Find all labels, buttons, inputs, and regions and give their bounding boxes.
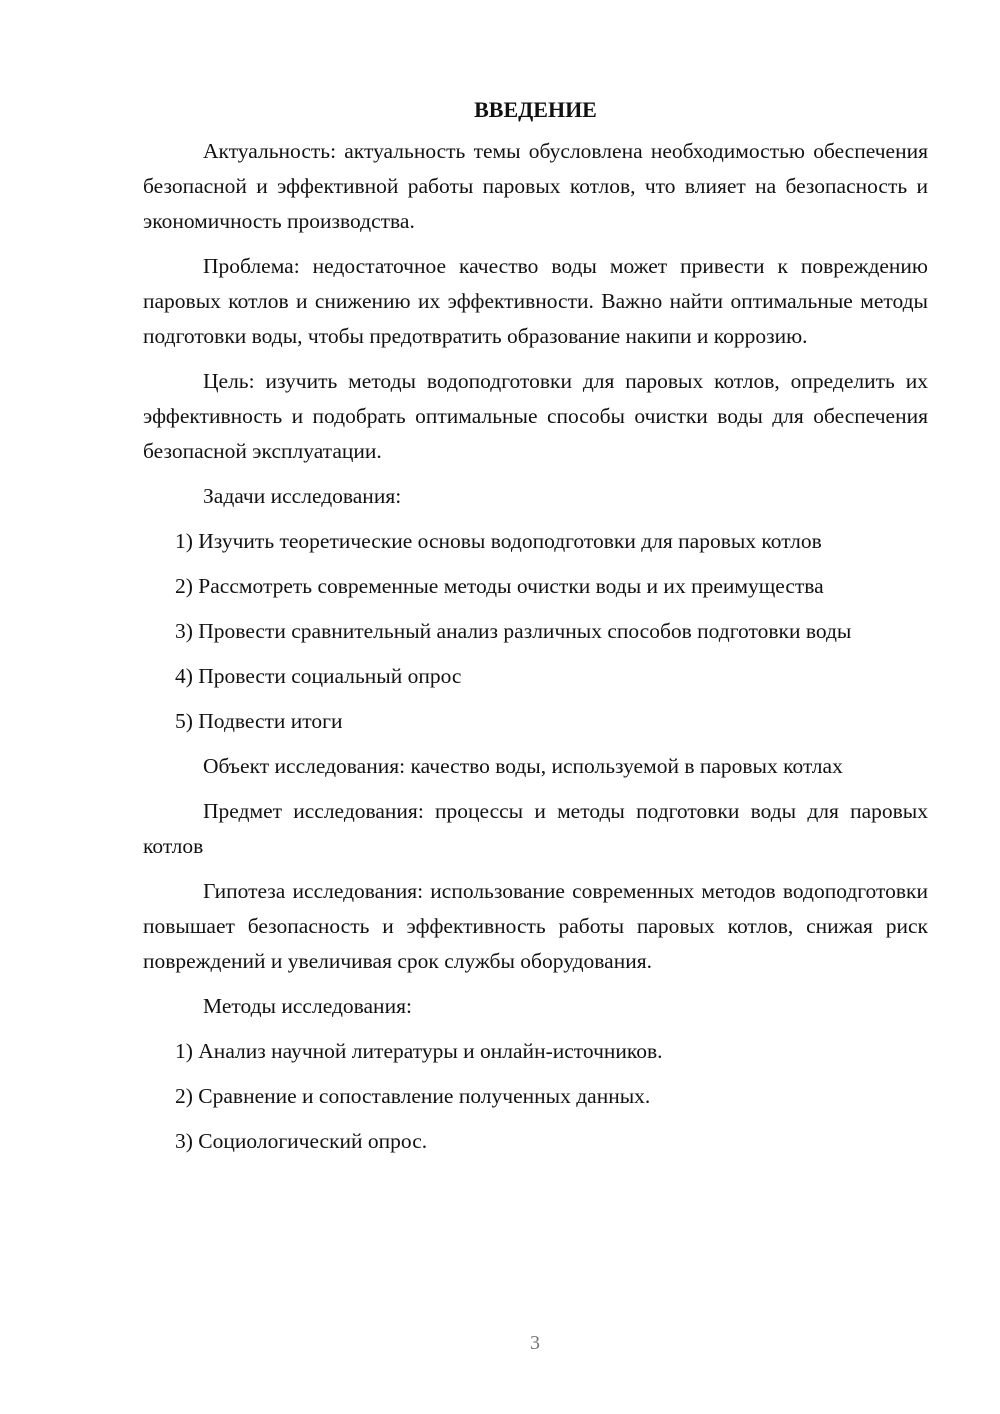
page-number: 3 [530,1332,540,1354]
method-item-3: 3) Социологический опрос. [175,1129,428,1153]
problem-paragraph: Проблема: недостаточное качество воды может привести к повреждению паровых котлов и снижению их эффективности. Важно найти оптимальные методы подготовки воды, чтобы предотвратить образование накипи и коррозию. [143,254,928,348]
goal-paragraph: Цель: изучить методы водоподготовки для паровых котлов, определить их эффективность и подобрать оптимальные способы очистки воды для обеспечения безопасной эксплуатации. [143,369,928,463]
relevance-paragraph: Актуальность: актуальность темы обусловлена необходимостью обеспечения безопасной и эффективной работы паровых котлов, что влияет на безопасность и экономичность производства. [143,139,928,233]
task-item-1: 1) Изучить теоретические основы водоподготовки для паровых котлов [175,529,822,553]
object-paragraph: Объект исследования: качество воды, используемой в паровых котлах [203,754,843,778]
hypothesis-paragraph: Гипотеза исследования: использование современных методов водоподготовки повышает безопасность и эффективность работы паровых котлов, снижая риск повреждений и увеличивая срок службы оборудования. [143,879,928,973]
methods-heading: Методы исследования: [203,994,412,1018]
task-item-4: 4) Провести социальный опрос [175,664,462,688]
method-item-2: 2) Сравнение и сопоставление полученных данных. [175,1084,651,1108]
section-title: ВВЕДЕНИЕ [474,97,597,122]
task-item-2: 2) Рассмотреть современные методы очистки воды и их преимущества [175,574,824,598]
task-item-5: 5) Подвести итоги [175,709,343,733]
tasks-heading: Задачи исследования: [203,484,402,508]
document-page [143,92,928,1169]
method-item-1: 1) Анализ научной литературы и онлайн-источников. [175,1039,663,1063]
subject-paragraph: Предмет исследования: процессы и методы подготовки воды для паровых котлов [143,799,928,858]
task-item-3: 3) Провести сравнительный анализ различных способов подготовки воды [175,619,852,643]
